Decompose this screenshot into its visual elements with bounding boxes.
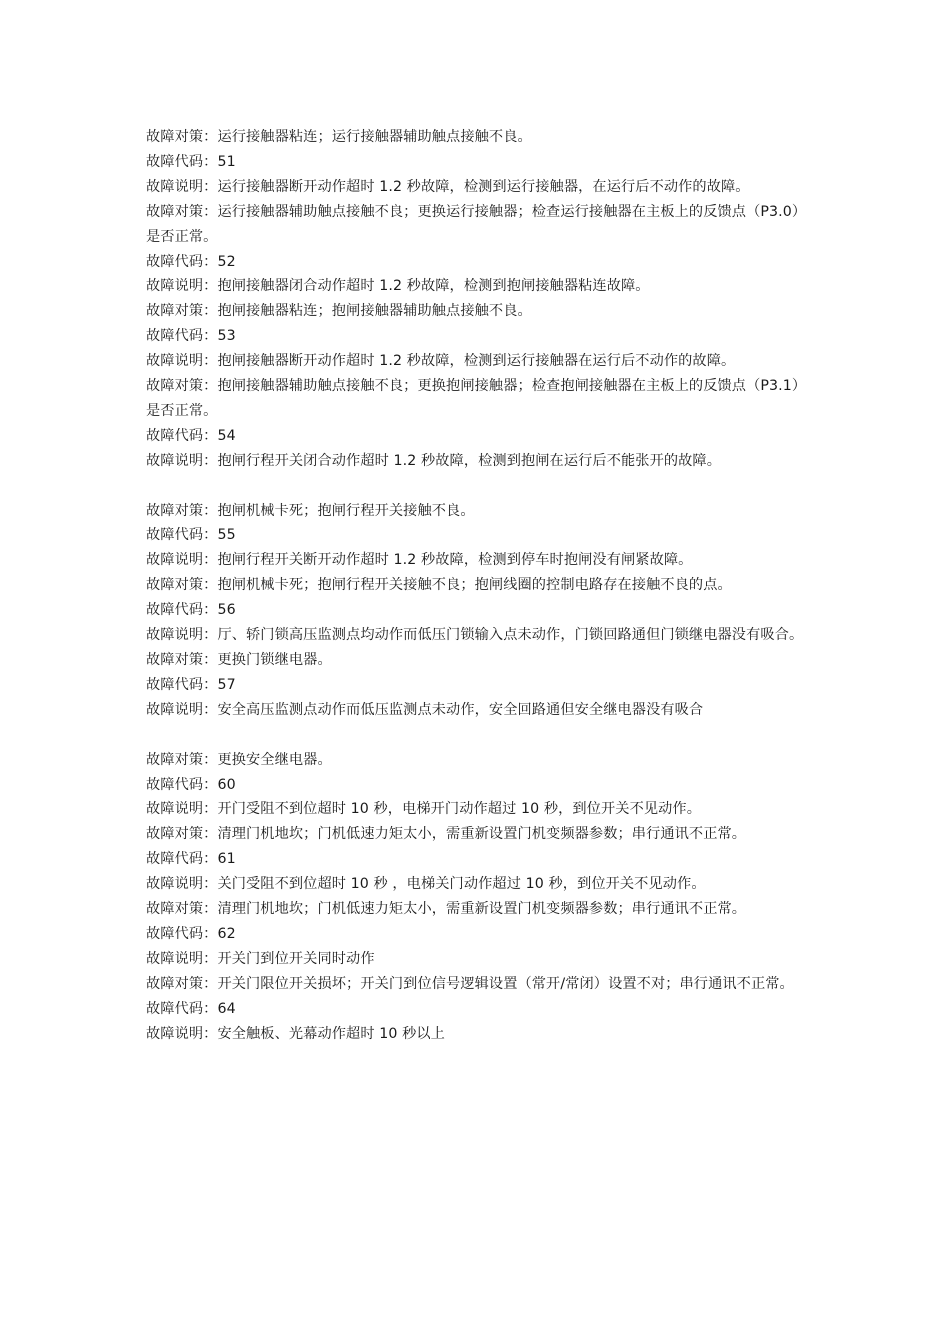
fault-countermeasure: 故障对策：清理门机地坎；门机低速力矩太小，需重新设置门机变频器参数；串行通讯不正常。 bbox=[146, 901, 747, 918]
blank-line bbox=[146, 723, 816, 748]
fault-code: 故障代码：60 bbox=[146, 776, 236, 793]
document-body bbox=[146, 125, 816, 1047]
fault-countermeasure: 故障对策：抱闸机械卡死；抱闸行程开关接触不良。 bbox=[146, 502, 475, 519]
fault-description: 故障说明：厅、轿门锁高压监测点均动作而低压门锁输入点未动作，门锁回路通但门锁继电器没有吸合。 bbox=[146, 627, 804, 644]
fault-countermeasure: 故障对策：开关门限位开关损坏；开关门到位信号逻辑设置（常开/常闭）设置不对；串行通讯不正常。 bbox=[146, 975, 794, 992]
fault-countermeasure: 故障对策：运行接触器粘连；运行接触器辅助触点接触不良。 bbox=[146, 129, 532, 145]
fault-countermeasure: 故障对策：清理门机地坎；门机低速力矩太小，需重新设置门机变频器参数；串行通讯不正常。 bbox=[146, 826, 747, 843]
fault-description: 故障说明：抱闸行程开关断开动作超时 1.2 秒故障，检测到停车时抱闸没有闸紧故障。 bbox=[146, 552, 693, 569]
blank-line bbox=[146, 474, 816, 499]
fault-code: 故障代码：62 bbox=[146, 925, 236, 942]
fault-countermeasure: 故障对策：抱闸接触器辅助触点接触不良；更换抱闸接触器；检查抱闸接触器在主板上的反馈点（P3.1）是否正常。 bbox=[146, 378, 807, 419]
fault-description: 故障说明：抱闸接触器闭合动作超时 1.2 秒故障，检测到抱闸接触器粘连故障。 bbox=[146, 278, 650, 295]
fault-code: 故障代码：64 bbox=[146, 1000, 236, 1017]
fault-code: 故障代码：56 bbox=[146, 602, 236, 619]
fault-description: 故障说明：安全高压监测点动作而低压监测点未动作，安全回路通但安全继电器没有吸合 bbox=[146, 701, 704, 718]
fault-countermeasure: 故障对策：运行接触器辅助触点接触不良；更换运行接触器；检查运行接触器在主板上的反馈点（P3.0）是否正常。 bbox=[146, 203, 807, 245]
fault-description: 故障说明：开关门到位开关同时动作 bbox=[146, 950, 375, 967]
fault-code: 故障代码：55 bbox=[146, 527, 236, 544]
fault-code: 故障代码：53 bbox=[146, 328, 236, 345]
fault-code: 故障代码：61 bbox=[146, 851, 236, 868]
fault-code: 故障代码：57 bbox=[146, 676, 236, 693]
fault-code: 故障代码：51 bbox=[146, 153, 236, 170]
fault-description: 故障说明：开门受阻不到位超时 10 秒，电梯开门动作超过 10 秒，到位开关不见动作。 bbox=[146, 801, 702, 818]
fault-countermeasure: 故障对策：抱闸接触器粘连；抱闸接触器辅助触点接触不良。 bbox=[146, 303, 532, 320]
fault-description: 故障说明：抱闸行程开关闭合动作超时 1.2 秒故障，检测到抱闸在运行后不能张开的故障。 bbox=[146, 452, 722, 469]
fault-countermeasure: 故障对策：抱闸机械卡死；抱闸行程开关接触不良；抱闸线圈的控制电路存在接触不良的点。 bbox=[146, 577, 732, 594]
fault-countermeasure: 故障对策：更换门锁继电器。 bbox=[146, 652, 332, 669]
fault-description: 故障说明：运行接触器断开动作超时 1.2 秒故障，检测到运行接触器，在运行后不动作的故障。 bbox=[146, 178, 750, 195]
fault-code: 故障代码：54 bbox=[146, 427, 236, 444]
fault-description: 故障说明：关门受阻不到位超时 10 秒 ，电梯关门动作超过 10 秒，到位开关不见动作。 bbox=[146, 876, 706, 893]
fault-description: 故障说明：抱闸接触器断开动作超时 1.2 秒故障，检测到运行接触器在运行后不动作的故障。 bbox=[146, 353, 736, 370]
fault-description: 故障说明：安全触板、光幕动作超时 10 秒以上 bbox=[146, 1025, 445, 1042]
fault-code: 故障代码：52 bbox=[146, 253, 236, 270]
fault-countermeasure: 故障对策：更换安全继电器。 bbox=[146, 751, 332, 768]
